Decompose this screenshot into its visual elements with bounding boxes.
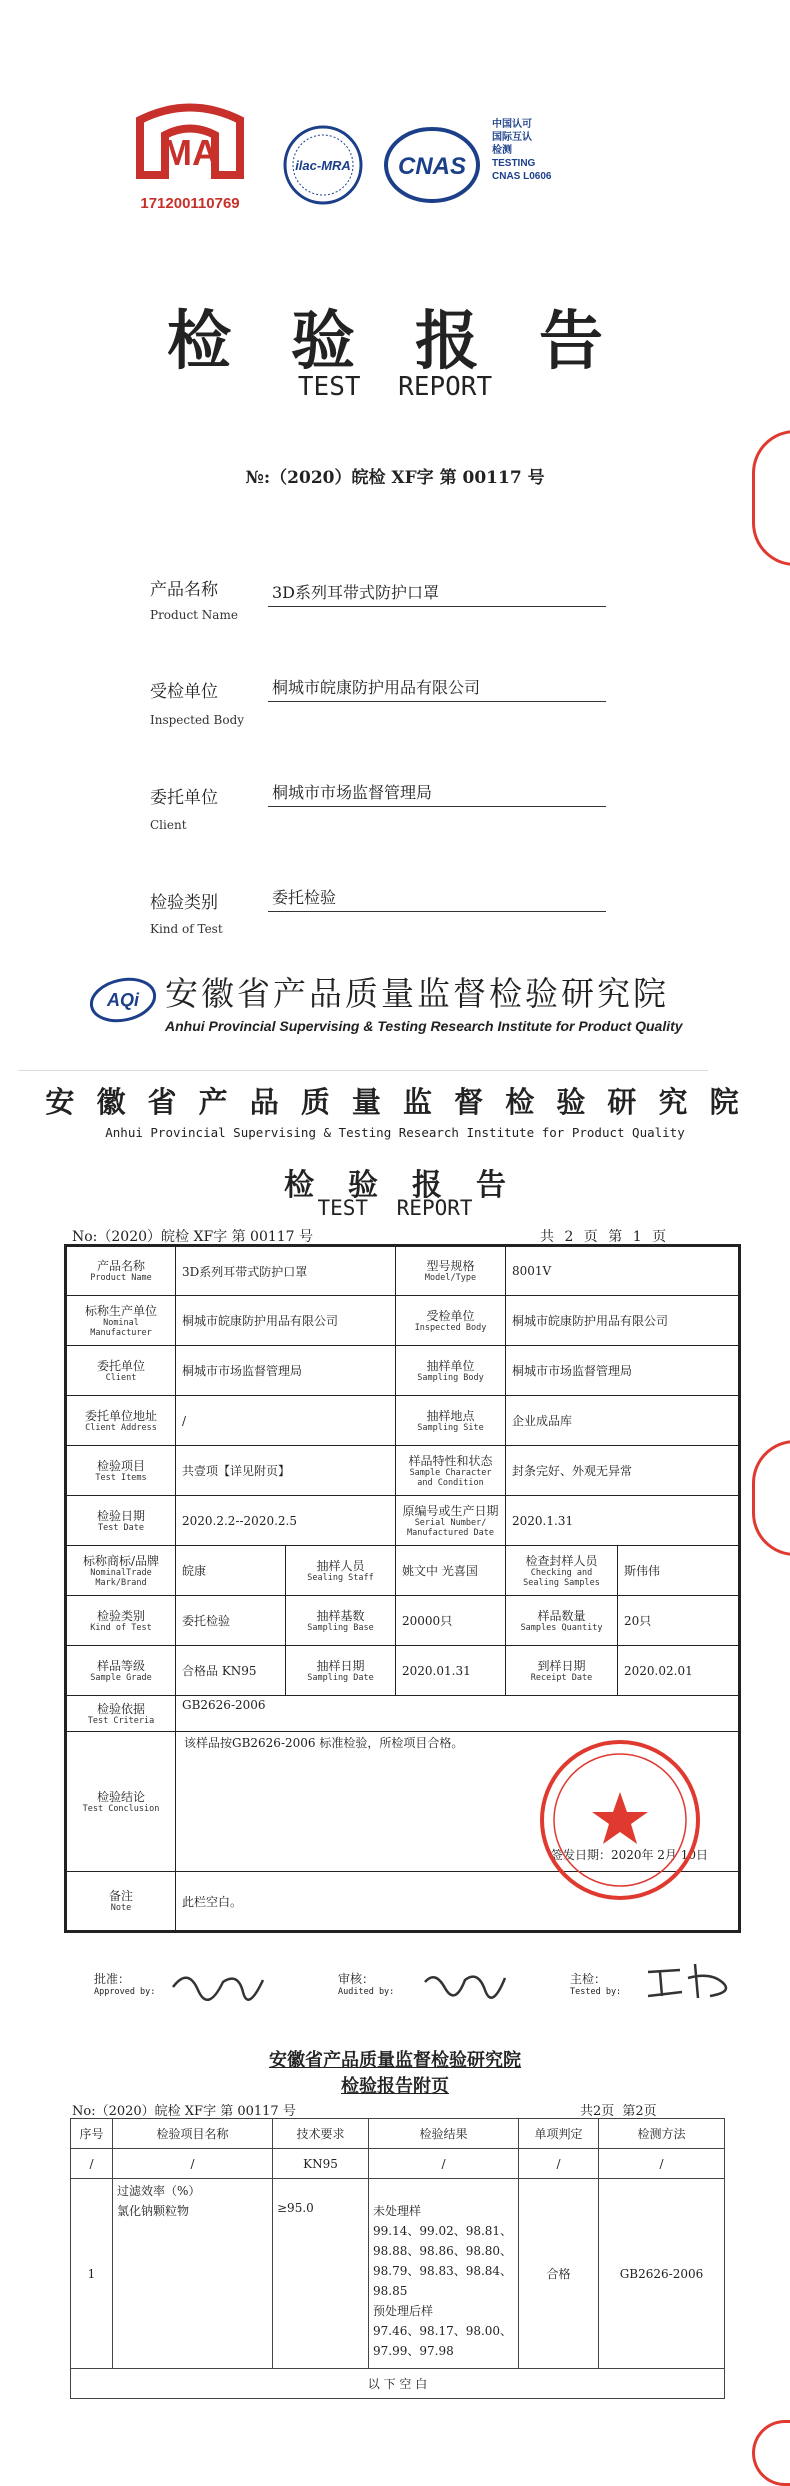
receipt-date-label: 到样日期 Receipt Date — [506, 1646, 618, 1696]
institute-name-cn: 安徽省产品质量监督检验研究院 — [165, 974, 669, 1013]
result-line: 98.88、98.86、98.80、 — [373, 2244, 513, 2258]
method: GB2626-2006 — [599, 2179, 725, 2369]
cnas-mark: CNAS — [397, 153, 467, 180]
attachment-page-info: 共2页 第2页 — [580, 2104, 657, 2119]
test-date-value: 2020.2.2--2020.2.5 — [176, 1496, 396, 1546]
official-seal — [540, 1740, 700, 1900]
cma-mark: MA — [162, 132, 218, 173]
table-row — [66, 1646, 740, 1696]
conclusion-label: 检验结论 Test Conclusion — [66, 1732, 176, 1872]
audited-signature — [420, 1962, 510, 2002]
sampling-body-value: 桐城市市场监督管理局 — [506, 1346, 740, 1396]
requirement: ≥95.0 — [273, 2179, 369, 2369]
sampling-base-value: 20000只 — [396, 1596, 506, 1646]
inspected-label: 受检单位 Inspected Body — [396, 1296, 506, 1346]
result-line: 98.79、98.83、98.84、 — [373, 2264, 513, 2278]
cell: / — [71, 2149, 113, 2179]
issue-date: 签发日期：2020年 2月 10日 — [550, 1848, 709, 1862]
result-line: 97.46、98.17、98.00、 — [373, 2324, 513, 2338]
test-items-label: 检验项目 Test Items — [66, 1446, 176, 1496]
table-row — [66, 1346, 740, 1396]
field-value-inspected: 桐城市皖康防护用品有限公司 — [268, 675, 606, 702]
audited-label: 审核： Audited by: — [338, 1972, 395, 1997]
result-line: 99.14、99.02、98.81、 — [373, 2224, 513, 2238]
table-row — [66, 1296, 740, 1346]
test-date-label: 检验日期 Test Date — [66, 1496, 176, 1546]
table-header-row — [71, 2119, 725, 2149]
cell: / — [599, 2149, 725, 2179]
report-institute-en: Anhui Provincial Supervising & Testing Research Institute for Product Quality — [105, 1125, 685, 1140]
table-row — [66, 1546, 740, 1596]
accreditation-logos — [120, 100, 580, 220]
header-requirement: 技术要求 — [273, 2119, 369, 2149]
cover-report-number: №:（2020）皖检 XF字 第 00117 号 — [245, 468, 545, 488]
model-value: 8001V — [506, 1246, 740, 1296]
field-value-client: 桐城市市场监督管理局 — [268, 780, 606, 807]
cnas-line: CNAS L0606 — [492, 171, 552, 182]
grade-label: 样品等级 Sample Grade — [66, 1646, 176, 1696]
note-value: 此栏空白。 — [176, 1872, 740, 1932]
cnas-line: 检测 — [492, 145, 512, 156]
aqi-logo — [88, 970, 158, 1028]
cma-logo — [120, 100, 260, 220]
sampling-date-value: 2020.01.31 — [396, 1646, 506, 1696]
header-method: 检测方法 — [599, 2119, 725, 2149]
note-label: 备注 Note — [66, 1872, 176, 1932]
table-row — [71, 2179, 725, 2369]
attachment-title: 检验报告附页 — [341, 2076, 449, 2097]
institute-name-en: Anhui Provincial Supervising & Testing Research Institute for Product Quality — [165, 1018, 683, 1034]
criteria-value: GB2626-2006 — [176, 1696, 740, 1732]
sampling-staff-value: 姚文中 光喜国 — [396, 1546, 506, 1596]
kind-label: 检验类别 Kind of Test — [66, 1596, 176, 1646]
blank-footer: 以 下 空 白 — [71, 2369, 725, 2399]
table-row — [66, 1696, 740, 1732]
sampling-base-label: 抽样基数 Sampling Base — [286, 1596, 396, 1646]
quantity-value: 20只 — [618, 1596, 740, 1646]
sampling-body-label: 抽样单位 Sampling Body — [396, 1346, 506, 1396]
item-line: 氯化钠颗粒物 — [117, 2204, 190, 2218]
sample-character-label: 样品特性和状态 Sample Character and Condition — [396, 1446, 506, 1496]
result-line: 未处理样 — [373, 2204, 422, 2218]
field-en-product: Product Name — [150, 608, 238, 622]
report-institute-cn: 安 徽 省 产 品 质 量 监 督 检 验 研 究 院 — [45, 1085, 745, 1119]
cell: / — [369, 2149, 519, 2179]
approved-signature — [168, 1962, 268, 2002]
cma-number: 171200110769 — [140, 195, 240, 212]
field-value-product: 3D系列耳带式防护口罩 — [268, 580, 606, 607]
serial-label: 原编号或生产日期 Serial Number/ Manufactured Date — [396, 1496, 506, 1546]
sampling-site-value: 企业成品库 — [506, 1396, 740, 1446]
trade-mark-label: 标称商标/品牌 NominalTrade Mark/Brand — [66, 1546, 176, 1596]
sealing-label: 检查封样人员 Checking and Sealing Samples — [506, 1546, 618, 1596]
receipt-date-value: 2020.02.01 — [618, 1646, 740, 1696]
field-label-product: 产品名称 — [150, 580, 218, 600]
client-address-value: / — [176, 1396, 396, 1446]
header-item: 检验项目名称 — [113, 2119, 273, 2149]
table-row — [71, 2149, 725, 2179]
criteria-label: 检验依据 Test Criteria — [66, 1696, 176, 1732]
item-line: 过滤效率（%） — [117, 2184, 201, 2198]
conclusion-text: 该样品按GB2626-2006 标准检验，所检项目合格。 — [184, 1736, 464, 1750]
client-address-label: 委托单位地址 Client Address — [66, 1396, 176, 1446]
result-line: 97.99、97.98 — [373, 2344, 454, 2358]
table-row — [66, 1396, 740, 1446]
cell: / — [519, 2149, 599, 2179]
page-divider — [18, 1070, 708, 1071]
table-row — [71, 2369, 725, 2399]
client-value: 桐城市市场监督管理局 — [176, 1346, 396, 1396]
result — [369, 2179, 519, 2369]
field-label-client: 委托单位 — [150, 788, 218, 808]
report-page-info: 共 2 页 第 1 页 — [540, 1229, 667, 1245]
ilac-logo — [280, 122, 366, 208]
side-stamp-edge — [752, 430, 790, 566]
report-number: No:（2020）皖检 XF字 第 00117 号 — [72, 1229, 314, 1245]
row-number: 1 — [71, 2179, 113, 2369]
quantity-label: 样品数量 Samples Quantity — [506, 1596, 618, 1646]
report-title-en: TEST REPORT — [317, 1196, 473, 1220]
table-row — [66, 1446, 740, 1496]
table-row — [66, 1246, 740, 1296]
side-stamp-edge — [752, 1440, 790, 1556]
aqi-mark: AQi — [106, 990, 140, 1010]
field-label-kind: 检验类别 — [150, 893, 218, 913]
cell: KN95 — [273, 2149, 369, 2179]
item-name — [113, 2179, 273, 2369]
cnas-line: 中国认可 — [492, 119, 532, 130]
manufacturer-label: 标称生产单位 Nominal Manufacturer — [66, 1296, 176, 1346]
sampling-date-label: 抽样日期 Sampling Date — [286, 1646, 396, 1696]
tested-signature — [640, 1958, 730, 2002]
attachment-report-number: No:（2020）皖检 XF字 第 00117 号 — [72, 2104, 296, 2119]
cnas-line: 国际互认 — [492, 132, 532, 143]
cnas-line: TESTING — [492, 158, 536, 169]
result-line: 预处理后样 — [373, 2304, 434, 2318]
model-label: 型号规格 Model/Type — [396, 1246, 506, 1296]
attachment-institute: 安徽省产品质量监督检验研究院 — [269, 2050, 521, 2071]
trade-mark-value: 皖康 — [176, 1546, 286, 1596]
field-value-kind: 委托检验 — [268, 885, 606, 912]
sample-character-value: 封条完好、外观无异常 — [506, 1446, 740, 1496]
field-en-kind: Kind of Test — [150, 922, 223, 936]
sealing-value: 斯伟伟 — [618, 1546, 740, 1596]
product-name-value: 3D系列耳带式防护口罩 — [176, 1246, 396, 1296]
cover-title-en: TEST REPORT — [297, 372, 493, 402]
product-name-label: 产品名称 Product Name — [66, 1246, 176, 1296]
field-label-inspected: 受检单位 — [150, 682, 218, 702]
header-judgement: 单项判定 — [519, 2119, 599, 2149]
inspected-value: 桐城市皖康防护用品有限公司 — [506, 1296, 740, 1346]
sampling-site-label: 抽样地点 Sampling Site — [396, 1396, 506, 1446]
field-en-inspected: Inspected Body — [150, 713, 245, 727]
ilac-mark: ilac-MRA — [295, 158, 351, 173]
serial-value: 2020.1.31 — [506, 1496, 740, 1546]
test-items-value: 共壹项【详见附页】 — [176, 1446, 396, 1496]
kind-value: 委托检验 — [176, 1596, 286, 1646]
header-result: 检验结果 — [369, 2119, 519, 2149]
sampling-staff-label: 抽样人员 Sealing Staff — [286, 1546, 396, 1596]
side-stamp-edge — [752, 2420, 790, 2486]
client-label: 委托单位 Client — [66, 1346, 176, 1396]
attachment-table — [70, 2118, 725, 2399]
header-no: 序号 — [71, 2119, 113, 2149]
grade-value: 合格品 KN95 — [176, 1646, 286, 1696]
field-en-client: Client — [150, 818, 187, 832]
table-row — [66, 1496, 740, 1546]
judgement: 合格 — [519, 2179, 599, 2369]
cell: / — [113, 2149, 273, 2179]
cnas-logo — [382, 122, 502, 208]
report-title-cn: 检验报告 — [284, 1168, 540, 1203]
manufacturer-value: 桐城市皖康防护用品有限公司 — [176, 1296, 396, 1346]
cnas-side-text — [492, 118, 602, 183]
result-line: 98.85 — [373, 2284, 408, 2298]
tested-label: 主检： Tested by: — [570, 1972, 622, 1997]
approved-label: 批准： Approved by: — [94, 1972, 156, 1997]
cover-title-cn: 检验报告 — [167, 305, 663, 379]
table-row — [66, 1596, 740, 1646]
